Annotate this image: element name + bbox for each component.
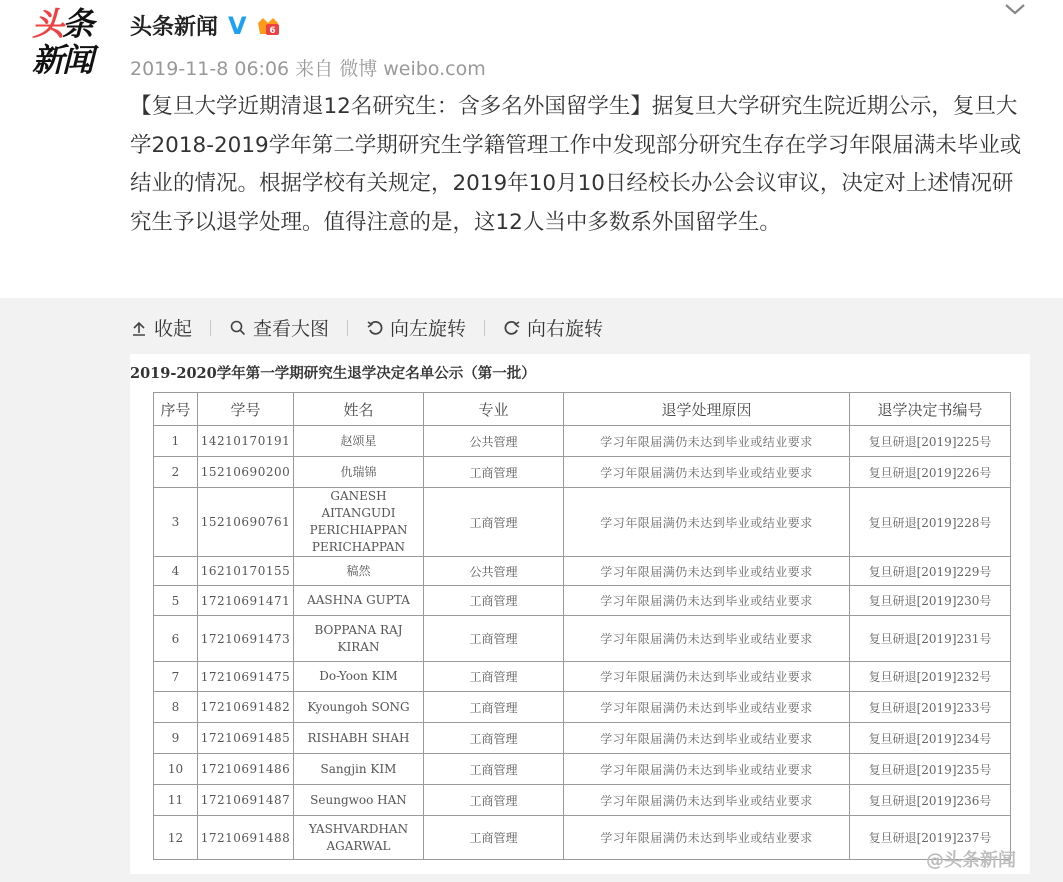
cell-id: 14210170191 bbox=[198, 426, 294, 457]
cell-id: 17210691487 bbox=[198, 785, 294, 816]
cell-name: Kyoungoh SONG bbox=[294, 692, 424, 723]
cell-no: 8 bbox=[154, 692, 198, 723]
cell-no: 12 bbox=[154, 816, 198, 860]
cell-reason: 学习年限届满仍未达到毕业或结业要求 bbox=[564, 816, 850, 860]
col-header-reason: 退学处理原因 bbox=[564, 393, 850, 426]
cell-doc: 复旦研退[2019]235号 bbox=[850, 754, 1011, 785]
cell-name: YASHVARDHAN AGARWAL bbox=[294, 816, 424, 860]
col-header-doc: 退学决定书编号 bbox=[850, 393, 1011, 426]
cell-reason: 学习年限届满仍未达到毕业或结业要求 bbox=[564, 692, 850, 723]
cell-reason: 学习年限届满仍未达到毕业或结业要求 bbox=[564, 754, 850, 785]
cell-reason: 学习年限届满仍未达到毕业或结业要求 bbox=[564, 662, 850, 692]
cell-name: 赵颂星 bbox=[294, 426, 424, 457]
cell-name: 稿然 bbox=[294, 557, 424, 586]
cell-no: 6 bbox=[154, 616, 198, 662]
rotate-left-label: 向左旋转 bbox=[390, 318, 467, 340]
cell-name: 仇瑞锦 bbox=[294, 457, 424, 488]
cell-no: 11 bbox=[154, 785, 198, 816]
cell-id: 17210691471 bbox=[198, 586, 294, 616]
col-header-major: 专业 bbox=[424, 393, 564, 426]
table-row bbox=[154, 816, 1011, 860]
avatar-char2: 条 bbox=[62, 5, 93, 43]
chevron-down-icon[interactable] bbox=[1003, 0, 1027, 20]
cell-no: 5 bbox=[154, 586, 198, 616]
cell-reason: 学习年限届满仍未达到毕业或结业要求 bbox=[564, 785, 850, 816]
cell-major: 工商管理 bbox=[424, 785, 564, 816]
cell-major: 工商管理 bbox=[424, 586, 564, 616]
cell-no: 2 bbox=[154, 457, 198, 488]
media-panel bbox=[0, 298, 1063, 882]
col-header-name: 姓名 bbox=[294, 393, 424, 426]
cell-reason: 学习年限届满仍未达到毕业或结业要求 bbox=[564, 426, 850, 457]
cell-name: GANESH AITANGUDI PERICHIAPPAN PERICHAPPAN bbox=[294, 488, 424, 557]
post-meta: 2019-11-8 06:06 来自 微博 weibo.com bbox=[130, 58, 486, 80]
cell-doc: 复旦研退[2019]232号 bbox=[850, 662, 1011, 692]
author-row bbox=[130, 10, 283, 41]
cell-doc: 复旦研退[2019]236号 bbox=[850, 785, 1011, 816]
cell-name: RISHABH SHAH bbox=[294, 723, 424, 754]
cell-id: 17210691486 bbox=[198, 754, 294, 785]
cell-id: 17210691473 bbox=[198, 616, 294, 662]
image-toolbar bbox=[130, 314, 603, 341]
magnifier-icon bbox=[229, 319, 247, 337]
cell-no: 9 bbox=[154, 723, 198, 754]
avatar-line1 bbox=[32, 6, 92, 42]
col-header-no: 序号 bbox=[154, 393, 198, 426]
cell-id: 17210691488 bbox=[198, 816, 294, 860]
table-row bbox=[154, 692, 1011, 723]
cell-major: 工商管理 bbox=[424, 488, 564, 557]
table-row bbox=[154, 557, 1011, 586]
cell-no: 1 bbox=[154, 426, 198, 457]
cell-doc: 复旦研退[2019]230号 bbox=[850, 586, 1011, 616]
rotate-left-icon bbox=[366, 319, 384, 337]
cell-reason: 学习年限届满仍未达到毕业或结业要求 bbox=[564, 723, 850, 754]
collapse-icon bbox=[130, 319, 148, 337]
cell-name: Sangjin KIM bbox=[294, 754, 424, 785]
cell-id: 17210691485 bbox=[198, 723, 294, 754]
avatar-line2: 新闻 bbox=[32, 41, 93, 79]
cell-no: 7 bbox=[154, 662, 198, 692]
attached-image[interactable] bbox=[130, 354, 1030, 874]
cell-id: 15210690761 bbox=[198, 488, 294, 557]
cell-name: Do-Yoon KIM bbox=[294, 662, 424, 692]
table-row bbox=[154, 785, 1011, 816]
author-name[interactable]: 头条新闻 bbox=[130, 15, 219, 40]
cell-major: 工商管理 bbox=[424, 457, 564, 488]
cell-id: 16210170155 bbox=[198, 557, 294, 586]
table-row bbox=[154, 723, 1011, 754]
cell-no: 10 bbox=[154, 754, 198, 785]
toolbar-divider bbox=[347, 320, 348, 336]
cell-doc: 复旦研退[2019]228号 bbox=[850, 488, 1011, 557]
cell-reason: 学习年限届满仍未达到毕业或结业要求 bbox=[564, 586, 850, 616]
cell-name: Seungwoo HAN bbox=[294, 785, 424, 816]
cell-reason: 学习年限届满仍未达到毕业或结业要求 bbox=[564, 616, 850, 662]
cell-major: 工商管理 bbox=[424, 723, 564, 754]
cell-doc: 复旦研退[2019]234号 bbox=[850, 723, 1011, 754]
col-header-id: 学号 bbox=[198, 393, 294, 426]
verified-v-icon: V bbox=[228, 11, 247, 40]
cell-major: 工商管理 bbox=[424, 692, 564, 723]
cell-reason: 学习年限届满仍未达到毕业或结业要求 bbox=[564, 557, 850, 586]
cell-major: 公共管理 bbox=[424, 557, 564, 586]
toolbar-divider bbox=[484, 320, 485, 336]
table-row bbox=[154, 426, 1011, 457]
watermark: @头条新闻 bbox=[926, 850, 1016, 871]
member-crown-icon bbox=[255, 15, 283, 37]
cell-id: 15210690200 bbox=[198, 457, 294, 488]
collapse-button[interactable] bbox=[130, 314, 192, 341]
cell-id: 17210691475 bbox=[198, 662, 294, 692]
cell-major: 公共管理 bbox=[424, 426, 564, 457]
cell-reason: 学习年限届满仍未达到毕业或结业要求 bbox=[564, 488, 850, 557]
cell-doc: 复旦研退[2019]229号 bbox=[850, 557, 1011, 586]
rotate-left-button[interactable] bbox=[366, 314, 466, 341]
avatar-char1: 头 bbox=[32, 5, 63, 43]
svg-text:6: 6 bbox=[268, 25, 276, 36]
table-row bbox=[154, 754, 1011, 785]
cell-doc: 复旦研退[2019]233号 bbox=[850, 692, 1011, 723]
cell-no: 4 bbox=[154, 557, 198, 586]
cell-major: 工商管理 bbox=[424, 816, 564, 860]
table-row bbox=[154, 616, 1011, 662]
cell-doc: 复旦研退[2019]226号 bbox=[850, 457, 1011, 488]
cell-major: 工商管理 bbox=[424, 616, 564, 662]
cell-reason: 学习年限届满仍未达到毕业或结业要求 bbox=[564, 457, 850, 488]
cell-name: AASHNA GUPTA bbox=[294, 586, 424, 616]
collapse-label: 收起 bbox=[154, 318, 193, 340]
table-row bbox=[154, 586, 1011, 616]
table-row bbox=[154, 457, 1011, 488]
table-row bbox=[154, 488, 1011, 557]
view-large-label: 查看大图 bbox=[253, 318, 330, 340]
cell-no: 3 bbox=[154, 488, 198, 557]
roster-table bbox=[153, 392, 1011, 860]
author-avatar[interactable] bbox=[30, 6, 102, 78]
cell-doc: 复旦研退[2019]231号 bbox=[850, 616, 1011, 662]
cell-major: 工商管理 bbox=[424, 662, 564, 692]
view-large-button[interactable] bbox=[229, 314, 329, 341]
cell-doc: 复旦研退[2019]225号 bbox=[850, 426, 1011, 457]
image-title: 2019-2020学年第一学期研究生退学决定名单公示（第一批） bbox=[130, 365, 536, 382]
rotate-right-label: 向右旋转 bbox=[527, 318, 604, 340]
toolbar-divider bbox=[210, 320, 211, 336]
cell-name: BOPPANA RAJ KIRAN bbox=[294, 616, 424, 662]
post-text: 【复旦大学近期清退12名研究生：含多名外国留学生】据复旦大学研究生院近期公示，复旦大学2018-2019学年第二学期研究生学籍管理工作中发现部分研究生存在学习年限届满未毕业或结业的情况。根据学校有关规定，2019年10月10日经校长办公会议审议，决定对上述情况研究生予以退学处理。值得注意的是，这12人当中多数系外国留学生。 bbox=[130, 94, 1022, 235]
table-header-row bbox=[154, 393, 1011, 426]
rotate-right-icon bbox=[503, 319, 521, 337]
cell-id: 17210691482 bbox=[198, 692, 294, 723]
table-row bbox=[154, 662, 1011, 692]
rotate-right-button[interactable] bbox=[503, 314, 603, 341]
cell-doc: 复旦研退[2019]237号 bbox=[850, 816, 1011, 860]
cell-major: 工商管理 bbox=[424, 754, 564, 785]
